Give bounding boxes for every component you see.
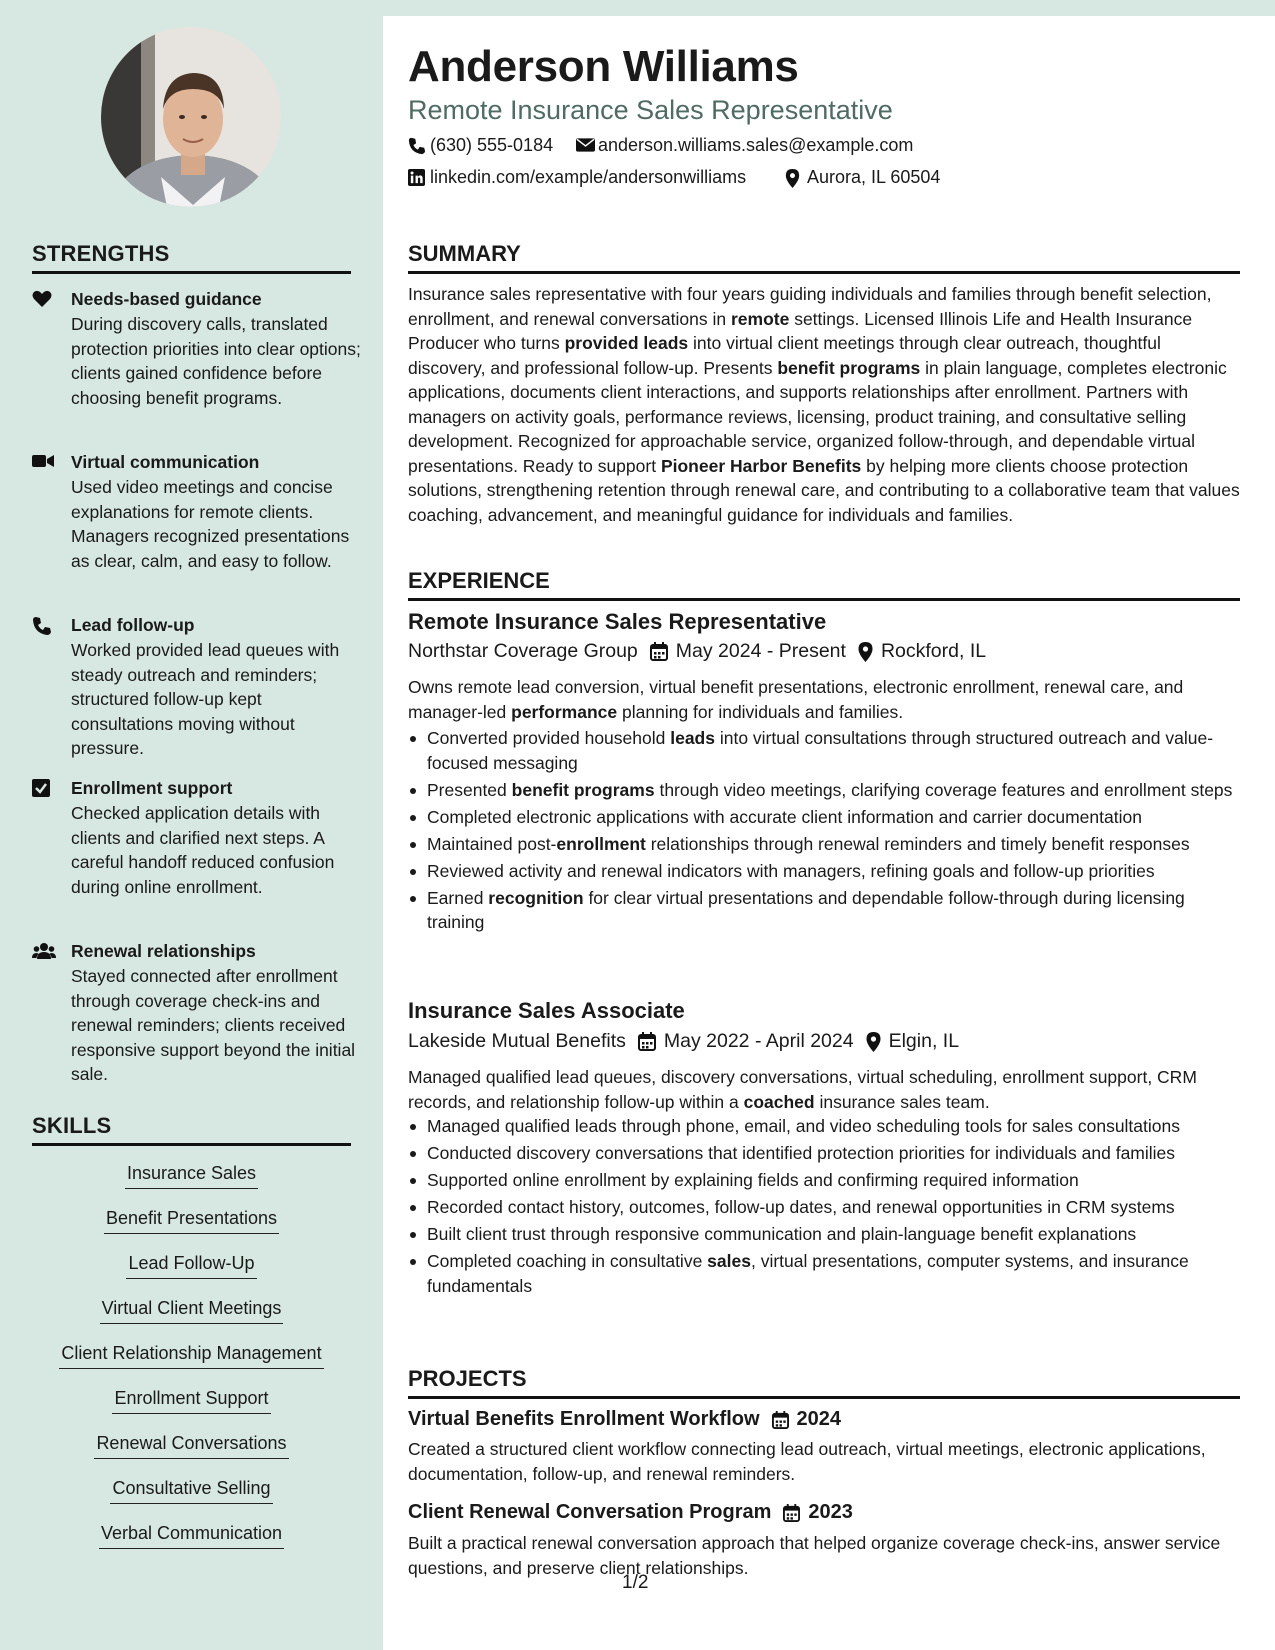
project-title-row [408,1408,841,1431]
project-year: 2023 [808,1501,853,1523]
job-dates: May 2022 - April 2024 [663,1030,854,1052]
project-year: 2024 [796,1408,842,1430]
calendar-icon [638,1032,656,1051]
strength-title: Lead follow-up [71,615,195,635]
list-item: Conducted discovery conversations that identified protection priorities for individuals and families [408,1141,1240,1166]
list-item: Built client trust through responsive communication and plain-language benefit explanations [408,1222,1240,1247]
checkbox-icon [32,779,54,799]
strengths-heading: STRENGTHS [32,241,351,274]
skills-heading: SKILLS [32,1113,351,1146]
skill-item: Client Relationship Management [32,1340,351,1370]
candidate-name: Anderson Williams [408,42,799,91]
email-text: anderson.williams.sales@example.com [598,135,914,155]
job-title: Remote Insurance Sales Representative [408,609,827,634]
strength-desc: During discovery calls, translated protection priorities into clear options; clients gained confidence before choosing benefit programs. [71,314,361,408]
project-description: Created a structured client workflow connecting lead outreach, virtual meetings, electronic applications, documentation, follow-up, and renewal reminders. [408,1439,1206,1484]
job-title: Insurance Sales Associate [408,998,685,1023]
list-item: Completed coaching in consultative sales, virtual presentations, computer systems, and insurance fundamentals [408,1249,1240,1298]
job-description: Managed qualified lead queues, discovery conversations, virtual scheduling, enrollment support, CRM records, and relationship follow-up within a coached insurance sales team. [408,1067,1197,1112]
job-location: Elgin, IL [888,1030,960,1052]
users-icon [32,942,54,962]
projects-heading: PROJECTS [408,1366,1240,1399]
phone-icon [408,137,426,155]
list-item: Supported online enrollment by explaining fields and confirming required information [408,1168,1240,1193]
candidate-title: Remote Insurance Sales Representative [408,95,893,125]
strength-desc: Worked provided lead queues with steady outreach and reminders; structured follow-up kept consultations moving without pressure. [71,640,340,758]
skill-item: Insurance Sales [32,1160,351,1190]
project-title: Virtual Benefits Enrollment Workflow [408,1408,760,1430]
project-title-row [408,1501,853,1524]
strength-title: Needs-based guidance [71,289,262,309]
summary-heading: SUMMARY [408,241,1240,274]
skill-item: Renewal Conversations [32,1430,351,1460]
strength-desc: Used video meetings and concise explanations for remote clients. Managers recognized presentations as clear, calm, and easy to follow. [71,477,350,571]
map-pin-icon [785,169,800,188]
list-item: Converted provided household leads into virtual consultations through structured outreach and value-focused messaging [408,726,1240,775]
video-camera-icon [32,453,54,473]
strength-title: Virtual communication [71,452,260,472]
envelope-icon [576,137,595,153]
list-item: Recorded contact history, outcomes, follow-up dates, and renewal opportunities in CRM systems [408,1195,1240,1220]
calendar-icon [650,642,668,661]
profile-photo [101,27,281,207]
job-location: Rockford, IL [880,640,987,662]
map-pin-icon [866,1032,881,1052]
list-item: Maintained post-enrollment relationships through renewal reminders and timely benefit responses [408,832,1240,857]
skill-item: Enrollment Support [32,1385,351,1415]
location-text: Aurora, IL 60504 [807,167,941,187]
map-pin-icon [858,642,873,662]
company-name: Northstar Coverage Group [408,640,638,662]
linkedin-text: linkedin.com/example/andersonwilliams [430,167,747,187]
list-item: Completed electronic applications with accurate client information and carrier documentation [408,805,1240,830]
job-meta [408,1030,971,1053]
summary-text: Insurance sales representative with four years guiding individuals and families through benefit selection, enrollment, and renewal conversations in remote settings. Licensed Illinois Life and Health Insurance Producer who turns provided leads into virtual client meetings through clear outreach, thoughtful discovery, and professional follow-up. Presents benefit programs in plain language, completes electronic applications, documents client interactions, and supports relationships after enrollment. Partners with managers on activity goals, performance reviews, licensing, product training, and consultative selling development. Recognized for approachable service, organized follow-through, and dependable virtual presentations. Ready to support Pioneer Harbor Benefits by helping more clients choose protection solutions, strengthening retention through renewal care, and contributing to a collaborative team that values coaching, advancement, and meaningful guidance for individuals and families. [408,284,1240,525]
list-item: Earned recognition for clear virtual presentations and dependable follow-through during licensing training [408,886,1240,935]
job-bullets [408,726,1240,937]
skill-item: Lead Follow-Up [32,1250,351,1280]
job-meta [408,640,998,663]
skill-item: Benefit Presentations [32,1205,351,1235]
strength-title: Enrollment support [71,778,233,798]
calendar-icon [772,1411,789,1429]
job-bullets [408,1114,1240,1301]
phone-text: (630) 555-0184 [430,135,554,155]
heart-icon [32,290,54,310]
list-item: Managed qualified leads through phone, email, and video scheduling tools for sales consultations [408,1114,1240,1139]
page-number: 1/2 [622,1572,649,1593]
phone-icon [32,616,54,636]
strength-title: Renewal relationships [71,941,256,961]
strength-desc: Stayed connected after enrollment through coverage check-ins and renewal reminders; clients received responsive support beyond the initial sale. [71,966,356,1084]
skill-item: Consultative Selling [32,1475,351,1505]
skill-item: Verbal Communication [32,1520,351,1550]
job-description: Owns remote lead conversion, virtual benefit presentations, electronic enrollment, renewal care, and manager-led performance planning for individuals and families. [408,677,1184,722]
list-item: Presented benefit programs through video meetings, clarifying coverage features and enrollment steps [408,778,1240,803]
skill-item: Virtual Client Meetings [32,1295,351,1325]
job-dates: May 2024 - Present [675,640,846,662]
experience-heading: EXPERIENCE [408,568,1240,601]
calendar-icon [783,1504,800,1522]
project-title: Client Renewal Conversation Program [408,1501,772,1523]
project-description: Built a practical renewal conversation approach that helped organize coverage check-ins, answer service questions, and preserve client relationships. [408,1533,1221,1578]
list-item: Reviewed activity and renewal indicators with managers, refining goals and follow-up priorities [408,859,1240,884]
strength-desc: Checked application details with clients and clarified next steps. A careful handoff reduced confusion during online enrollment. [71,803,335,897]
linkedin-icon [408,169,425,186]
company-name: Lakeside Mutual Benefits [408,1030,626,1052]
